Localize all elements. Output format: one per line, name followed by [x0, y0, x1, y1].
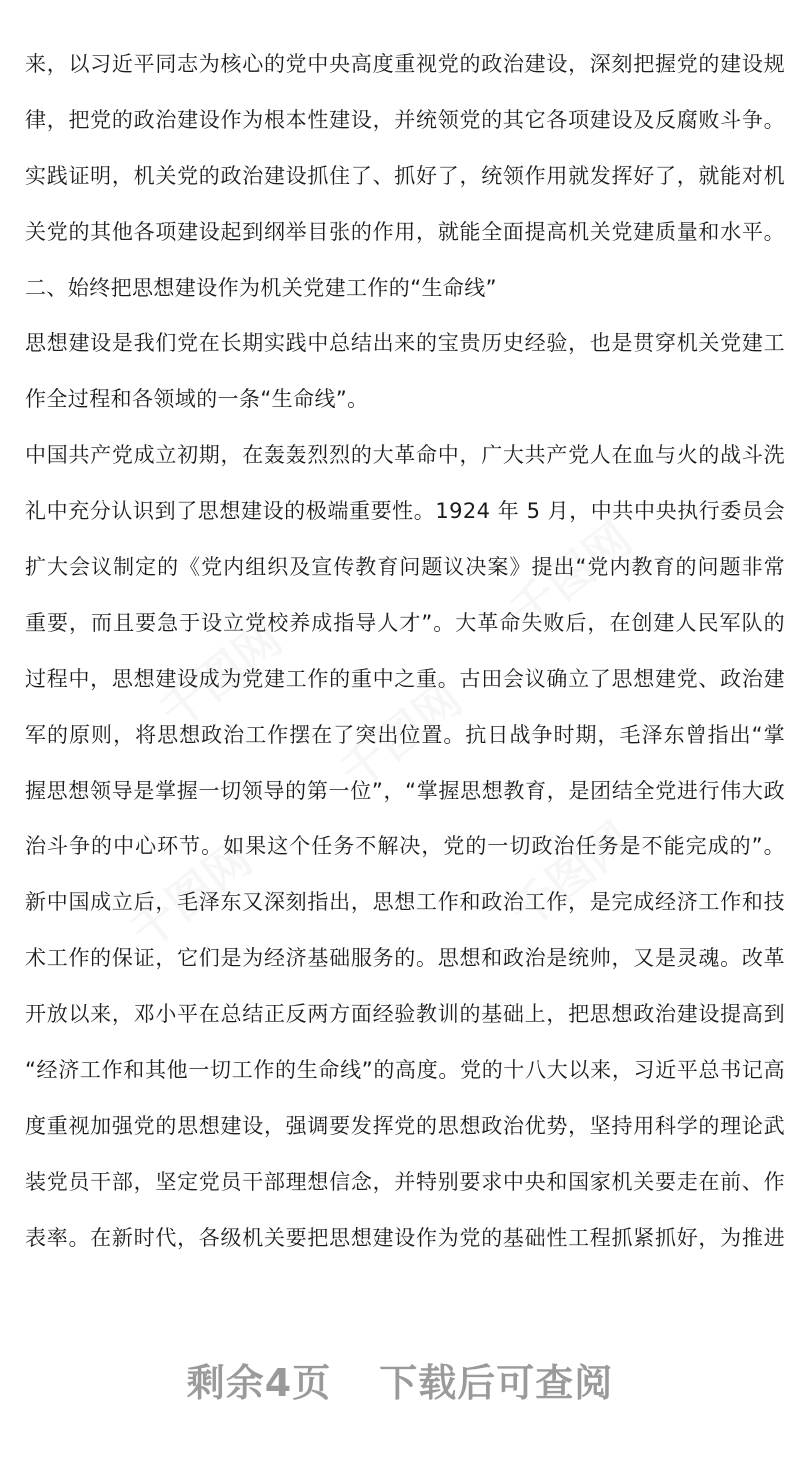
download-to-view-label: 下载后可查阅 — [379, 1361, 614, 1405]
text-line: “经济工作和其他一切工作的生命线”的高度。党的十八大以来，习近平总书记高 — [25, 1058, 785, 1083]
text-line: 度重视加强党的思想建设，强调要发挥党的思想政治优势，坚持用科学的理论武 — [25, 1113, 785, 1138]
text-line: 重要，而且要急于设立党校养成指导人才”。大革命失败后，在创建人民军队的 — [25, 610, 785, 635]
text-line: 军的原则，将思想政治工作摆在了突出位置。抗日战争时期，毛泽东曾指出“掌 — [25, 722, 785, 747]
text-line: 表率。在新时代，各级机关要把思想建设作为党的基础性工程抓紧抓好，为推进 — [25, 1225, 785, 1250]
text-line: 开放以来，邓小平在总结正反两方面经验教训的基础上，把思想政治建设提高到 — [25, 1002, 785, 1027]
text-line: 作全过程和各领域的一条“生命线”。 — [25, 387, 369, 412]
text-line: 新中国成立后，毛泽东又深刻指出，思想工作和政治工作，是完成经济工作和技 — [25, 890, 785, 915]
download-prompt[interactable] — [0, 1352, 800, 1407]
text-line: 过程中，思想建设成为党建工作的重中之重。古田会议确立了思想建党、政治建 — [25, 666, 785, 691]
text-line: 来，以习近平同志为核心的党中央高度重视党的政治建设，深刻把握党的建设规 — [25, 52, 785, 76]
text-line: 二、始终把思想建设作为机关党建工作的“生命线” — [25, 275, 497, 300]
text-line: 礼中充分认识到了思想建设的极端重要性。1924 年 5 月，中共中央执行委员会 — [25, 499, 785, 524]
text-line: 术工作的保证，它们是为经济基础服务的。思想和政治是统帅，又是灵魂。改革 — [25, 946, 785, 971]
text-line: 实践证明，机关党的政治建设抓住了、抓好了，统领作用就发挥好了，就能对机 — [25, 163, 785, 188]
text-line: 扩大会议制定的《党内组织及宣传教育问题议决案》提出“党内教育的问题非常 — [25, 555, 785, 580]
text-line: 关党的其他各项建设起到纲举目张的作用，就能全面提高机关党建质量和水平。 — [25, 219, 785, 244]
document-body — [25, 45, 785, 1275]
text-line: 思想建设是我们党在长期实践中总结出来的宝贵历史经验，也是贯穿机关党建工 — [25, 331, 785, 356]
remaining-pages-label: 剩余4页 — [186, 1361, 332, 1405]
text-line: 中国共产党成立初期，在轰轰烈烈的大革命中，广大共产党人在血与火的战斗洗 — [25, 443, 785, 468]
text-line: 治斗争的中心环节。如果这个任务不解决，党的一切政治任务是不能完成的”。 — [25, 834, 785, 859]
text-line: 律，把党的政治建设作为根本性建设，并统领党的其它各项建设及反腐败斗争。 — [25, 107, 785, 132]
text-line: 握思想领导是掌握一切领导的第一位”，“掌握思想教育，是团结全党进行伟大政 — [25, 778, 785, 803]
text-line: 装党员干部，坚定党员干部理想信念，并特别要求中央和国家机关要走在前、作 — [25, 1169, 785, 1194]
